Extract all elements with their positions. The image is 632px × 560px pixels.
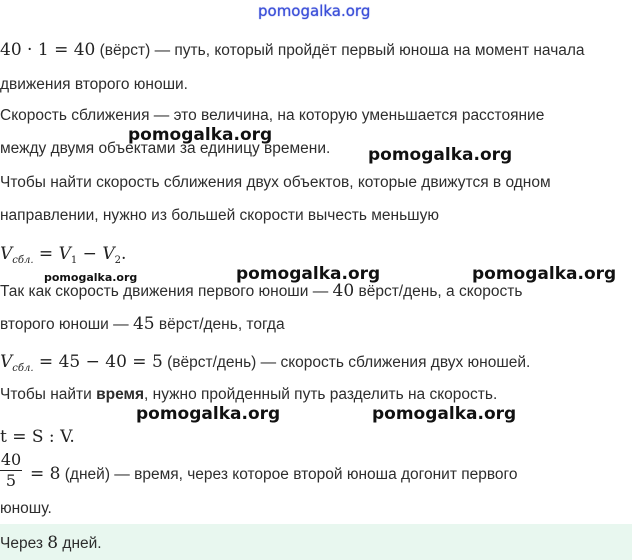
var-v: V xyxy=(0,244,13,264)
speed-first: 40 xyxy=(332,281,355,301)
var-v: V xyxy=(0,352,13,372)
line-definition: Скорость сближения — это величина, на которую уменьшается расстояние xyxy=(0,107,545,124)
closing-speed-text: (вёрст/день) — скорость сближения двух юношей. xyxy=(162,354,531,371)
formula-closing-speed xyxy=(0,244,126,264)
speeds2-text-a: второго юноши — xyxy=(0,316,133,333)
answer-text xyxy=(0,533,102,553)
speeds-text-b: вёрст/день, а скорость xyxy=(354,283,523,300)
time-result-math: = 8 xyxy=(30,464,61,484)
time-rule-b: , нужно пройденный путь разделить на скорость. xyxy=(144,386,498,403)
sub-1: 1 xyxy=(70,255,78,266)
fraction-40-over-5 xyxy=(0,451,22,490)
formula-time: t = S : V. xyxy=(0,427,75,447)
answer-text-a: Через xyxy=(0,535,48,552)
line-rule-cont: направлении, нужно из большей скорости вычесть меньшую xyxy=(0,207,439,224)
line-definition-cont: между двумя объектами за единицу времени. xyxy=(0,140,331,157)
var-v1: V xyxy=(58,244,71,264)
speed-second: 45 xyxy=(132,314,155,334)
line-time-rule xyxy=(0,386,497,404)
time-rule-bold: время xyxy=(96,386,145,403)
speeds-text-a: Так как скорость движения первого юноши — xyxy=(0,283,333,300)
sub-2: 2 xyxy=(114,255,121,266)
line-time-result xyxy=(30,464,517,484)
watermark-2: pomogalka.org xyxy=(368,145,513,165)
watermark-4: pomogalka.org xyxy=(236,264,381,284)
sub-sbl: сбл. xyxy=(12,255,34,266)
var-v2: V xyxy=(102,244,115,264)
fraction-denominator: 5 xyxy=(5,471,17,490)
formula-distance: 40 · 1 = 40 xyxy=(0,40,96,60)
answer-number: 8 xyxy=(47,533,59,553)
line-second-youth: движения второго юноши. xyxy=(0,76,188,93)
watermark-6: pomogalka.org xyxy=(136,404,281,424)
line-youth: юношу. xyxy=(0,500,52,517)
line-speeds xyxy=(0,281,522,301)
watermark-7: pomogalka.org xyxy=(372,404,517,424)
formula-period: . xyxy=(120,244,127,264)
line-closing-speed-value xyxy=(0,352,530,372)
answer-text-b: дней. xyxy=(58,535,102,552)
time-result-text: (дней) — время, через которое второй юноша догонит первого xyxy=(60,466,518,483)
watermark-top: pomogalka.org xyxy=(258,2,371,20)
answer-box xyxy=(0,524,632,560)
fraction-numerator: 40 xyxy=(0,450,22,469)
watermark-3: pomogalka.org xyxy=(44,271,138,284)
closing-speed-math: = 45 − 40 = 5 xyxy=(33,352,163,372)
sub-sbl: сбл. xyxy=(12,363,34,374)
speeds2-text-b: вёрст/день, тогда xyxy=(154,316,285,333)
line-rule: Чтобы найти скорость сближения двух объектов, которые движутся в одном xyxy=(0,174,551,191)
line-speeds-cont xyxy=(0,314,285,334)
line-distance xyxy=(0,40,585,60)
text-distance: (вёрст) — путь, который пройдёт первый юноша на момент начала xyxy=(95,42,585,59)
minus-sign: − xyxy=(77,244,103,264)
time-rule-a: Чтобы найти xyxy=(0,386,97,403)
watermark-1: pomogalka.org xyxy=(128,125,273,145)
watermark-5: pomogalka.org xyxy=(472,264,617,284)
eq-sign: = xyxy=(33,244,59,264)
